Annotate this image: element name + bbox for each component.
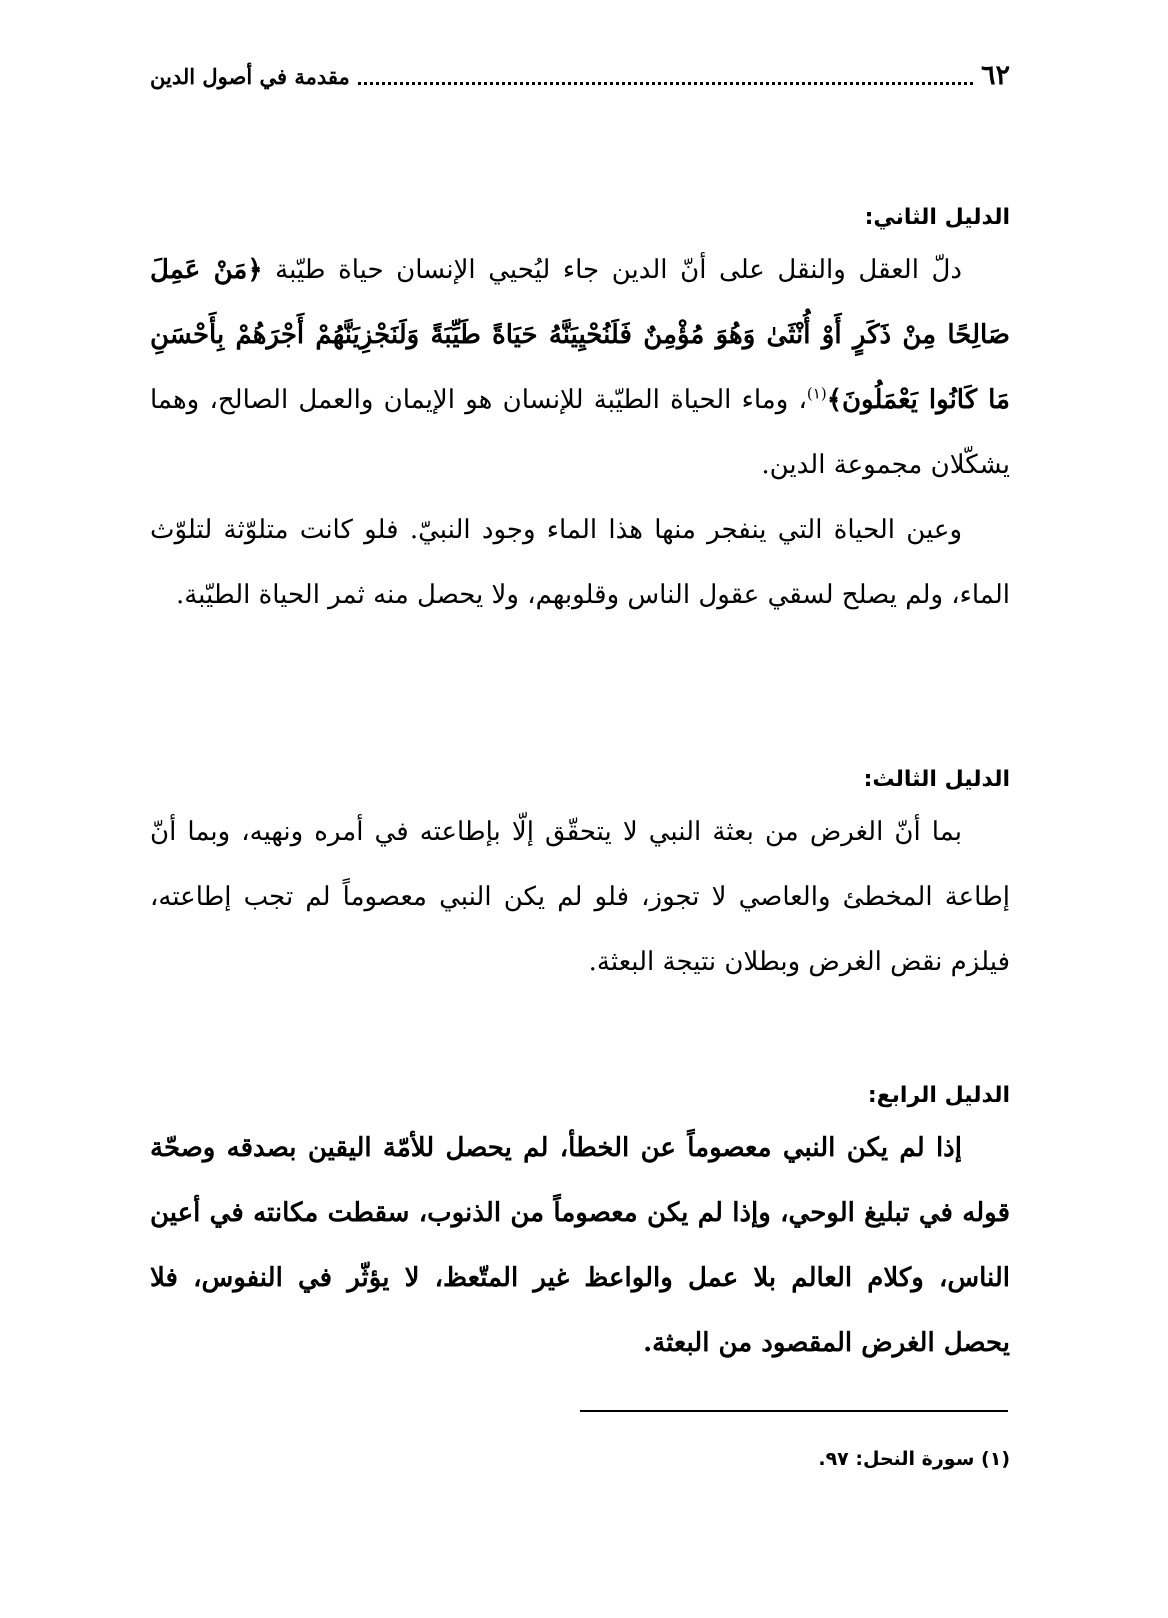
paragraph bbox=[150, 238, 1010, 498]
footnote-divider bbox=[580, 1410, 1008, 1412]
section-third-proof bbox=[150, 760, 1010, 995]
section-fourth-proof bbox=[150, 1076, 1010, 1376]
page-number: ٦٢ bbox=[980, 60, 1010, 91]
section-second-proof bbox=[150, 198, 1010, 628]
paragraph-text: وعين الحياة التي ينفجر منها هذا الماء وجود النبيّ. فلو كانت متلوّثة لتلوّث الماء، ولم يصلح لسقي عقول الناس وقلوبهم، ولا يحصل منه ثمر الحياة الطيّبة. bbox=[150, 515, 1010, 610]
running-header bbox=[150, 52, 1010, 92]
quran-verse: ﴿مَنْ عَمِلَ صَالِحًا مِنْ ذَكَرٍ أَوْ أُنْثَىٰ وَهُوَ مُؤْمِنٌ فَلَنُحْيِيَنَّهُ حَيَاةً طَيِّبَةً وَلَنَجْزِيَنَّهُمْ أَجْرَهُمْ بِأَحْسَنِ مَا كَانُوا يَعْمَلُونَ﴾ bbox=[150, 255, 1010, 415]
header-dot-leader bbox=[358, 82, 973, 85]
paragraph bbox=[150, 1116, 1010, 1376]
footnote-reference: (١) bbox=[806, 384, 827, 403]
paragraph bbox=[150, 800, 1010, 995]
book-title: مقدمة في أصول الدين bbox=[150, 64, 350, 89]
paragraph-text: إذا لم يكن النبي معصوماً عن الخطأ، لم يحصل للأمّة اليقين بصدقه وصحّة قوله في تبليغ الوحي، وإذا لم يكن معصوماً من الذنوب، سقطت مكانته في أعين الناس، وكلام العالم بلا عمل والواعظ غير المتّعظ، لا يؤثّر في النفوس، فلا يحصل الغرض المقصود من البعثة. bbox=[150, 1133, 1010, 1358]
paragraph bbox=[150, 498, 1010, 628]
paragraph-lead: دلّ العقل والنقل على أنّ الدين جاء ليُحيي الإنسان حياة طيّبة bbox=[262, 255, 962, 285]
paragraph-tail: ، وماء الحياة الطيّبة للإنسان هو الإيمان والعمل الصالح، وهما يشكّلان مجموعة الدين. bbox=[150, 385, 1010, 480]
paragraph-text: بما أنّ الغرض من بعثة النبي لا يتحقّق إلّا بإطاعته في أمره ونهيه، وبما أنّ إطاعة المخطئ والعاصي لا تجوز، فلو لم يكن النبي معصوماً لم تجب إطاعته، فيلزم نقض الغرض وبطلان نتيجة البعثة. bbox=[150, 817, 1010, 977]
section-heading: الدليل الرابع: bbox=[867, 1083, 1010, 1108]
footnote: (١) سورة النحل: ٩٧. bbox=[818, 1448, 1010, 1470]
section-heading: الدليل الثالث: bbox=[863, 767, 1010, 792]
section-heading: الدليل الثاني: bbox=[864, 205, 1010, 230]
